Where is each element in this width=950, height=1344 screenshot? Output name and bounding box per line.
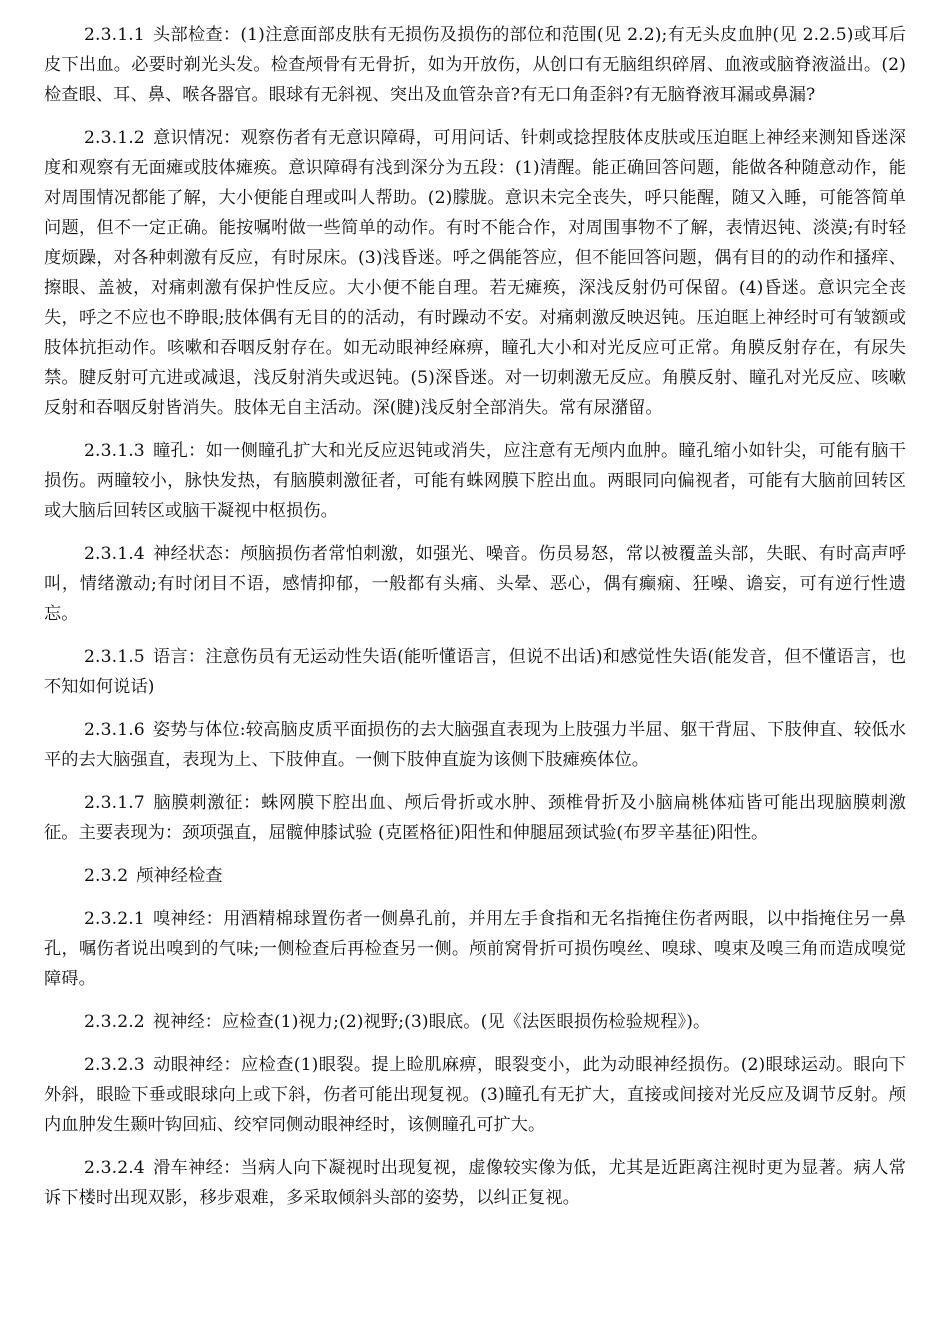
- paragraph-2-3-2-2: [44, 1007, 906, 1037]
- section-number: 2.3.2.3: [84, 1055, 145, 1075]
- paragraph-2-3-1-6: [44, 715, 906, 775]
- paragraph-2-3-1-3: [44, 436, 906, 526]
- paragraph-text: 语言：注意伤员有无运动性失语(能听懂语言，但说不出话)和感觉性失语(能发音，但不懂语言，也不知如何说话): [44, 647, 906, 697]
- section-number: 2.3.2.1: [84, 909, 145, 929]
- paragraph-2-3-2-4: [44, 1153, 906, 1213]
- section-number: 2.3.1.6: [84, 720, 145, 740]
- section-heading-text: 颅神经检查: [136, 866, 223, 886]
- section-number: 2.3.2.2: [84, 1012, 145, 1032]
- document-page: [44, 20, 906, 1226]
- section-number: 2.3.2: [84, 866, 129, 886]
- paragraph-text: 动眼神经：应检查(1)眼裂。提上睑肌麻痹，眼裂变小，此为动眼神经损伤。(2)眼球运动。眼向下外斜，眼睑下垂或眼球向上或下斜，伤者可能出现复视。(3)瞳孔有无扩大，直接或间接对光反应及调节反射。颅内血肿发生颞叶钩回疝、绞窄同侧动眼神经时，该侧瞳孔可扩大。: [44, 1055, 906, 1135]
- paragraph-2-3-1-7: [44, 788, 906, 848]
- section-number: 2.3.1.2: [84, 128, 145, 148]
- section-heading-2-3-2: [44, 861, 906, 891]
- paragraph-text: 脑膜刺激征：蛛网膜下腔出血、颅后骨折或水肿、颈椎骨折及小脑扁桃体疝皆可能出现脑膜刺激征。主要表现为：颈项强直，屈髋伸膝试验 (克匿格征)阳性和伸腿屈颈试验(布罗辛基征)阳性。: [44, 793, 906, 843]
- paragraph-2-3-1-2: [44, 123, 906, 423]
- paragraph-text: 姿势与体位:较高脑皮质平面损伤的去大脑强直表现为上肢强力半屈、躯干背屈、下肢伸直、较低水平的去大脑强直，表现为上、下肢伸直。一侧下肢伸直旋为该侧下肢瘫痪体位。: [44, 720, 906, 770]
- section-number: 2.3.1.1: [84, 25, 145, 45]
- paragraph-text: 神经状态：颅脑损伤者常怕刺激，如强光、噪音。伤员易怒，常以被覆盖头部，失眠、有时高声呼叫，情绪激动;有时闭目不语，感情抑郁，一般都有头痛、头晕、恶心，偶有癫痫、狂噪、谵妄，可有逆行性遗忘。: [44, 544, 906, 624]
- section-number: 2.3.1.5: [84, 647, 145, 667]
- section-number: 2.3.1.3: [84, 441, 145, 461]
- section-number: 2.3.1.4: [84, 544, 145, 564]
- paragraph-2-3-1-1: [44, 20, 906, 110]
- section-number: 2.3.2.4: [84, 1158, 145, 1178]
- paragraph-2-3-2-3: [44, 1050, 906, 1140]
- paragraph-text: 瞳孔：如一侧瞳孔扩大和光反应迟钝或消失，应注意有无颅内血肿。瞳孔缩小如针尖，可能有脑干损伤。两瞳较小，脉快发热，有脑膜刺激征者，可能有蛛网膜下腔出血。两眼同向偏视者，可能有大脑前回转区或大脑后回转区或脑干凝视中枢损伤。: [44, 441, 906, 521]
- paragraph-text: 意识情况：观察伤者有无意识障碍，可用问话、针刺或捻捏肢体皮肤或压迫眶上神经来测知昏迷深度和观察有无面瘫或肢体瘫痪。意识障碍有浅到深分为五段：(1)清醒。能正确回答问题，能做各种随意动作，能对周围情况都能了解，大小便能自理或叫人帮助。(2)朦胧。意识未完全丧失，呼只能醒，随又入睡，可能答简单问题，但不一定正确。能按嘱咐做一些简单的动作。有时不能合作，对周围事物不了解，表情迟钝、淡漠;有时轻度烦躁，对各种刺激有反应，有时尿床。(3)浅昏迷。呼之偶能答应，但不能回答问题，偶有目的的动作和搔痒、擦眼、盖被，对痛刺激有保护性反应。大小便不能自理。若无瘫痪，深浅反射仍可保留。(4)昏迷。意识完全丧失，呼之不应也不睁眼;肢体偶有无目的的活动，有时躁动不安。对痛刺激反映迟钝。压迫眶上神经时可有皱额或肢体抗拒动作。咳嗽和吞咽反射存在。如无动眼神经麻痹，瞳孔大小和对光反应可正常。角膜反射存在，有尿失禁。腱反射可亢进或减退，浅反射消失或迟钝。(5)深昏迷。对一切刺激无反应。角膜反射、瞳孔对光反应、咳嗽反射和吞咽反射皆消失。肢体无自主活动。深(腱)浅反射全部消失。常有尿潴留。: [44, 128, 906, 418]
- paragraph-text: 头部检查：(1)注意面部皮肤有无损伤及损伤的部位和范围(见 2.2);有无头皮血肿(见 2.2.5)或耳后皮下出血。必要时剃光头发。检查颅骨有无骨折，如为开放伤，从创口有无脑组织碎屑、血液或脑脊液溢出。(2)检查眼、耳、鼻、喉各器官。眼球有无斜视、突出及血管杂音?有无口角歪斜?有无脑脊液耳漏或鼻漏?: [44, 25, 906, 105]
- paragraph-2-3-1-5: [44, 642, 906, 702]
- paragraph-2-3-2-1: [44, 904, 906, 994]
- paragraph-text: 滑车神经：当病人向下凝视时出现复视，虚像较实像为低，尤其是近距离注视时更为显著。病人常诉下楼时出现双影，移步艰难，多采取倾斜头部的姿势，以纠正复视。: [44, 1158, 906, 1208]
- paragraph-text: 嗅神经：用酒精棉球置伤者一侧鼻孔前，并用左手食指和无名指掩住伤者两眼，以中指掩住另一鼻孔，嘱伤者说出嗅到的气味;一侧检查后再检查另一侧。颅前窝骨折可损伤嗅丝、嗅球、嗅束及嗅三角而造成嗅觉障碍。: [44, 909, 906, 989]
- paragraph-text: 视神经：应检查(1)视力;(2)视野;(3)眼底。(见《法医眼损伤检验规程》)。: [152, 1012, 711, 1032]
- section-number: 2.3.1.7: [84, 793, 145, 813]
- paragraph-2-3-1-4: [44, 539, 906, 629]
